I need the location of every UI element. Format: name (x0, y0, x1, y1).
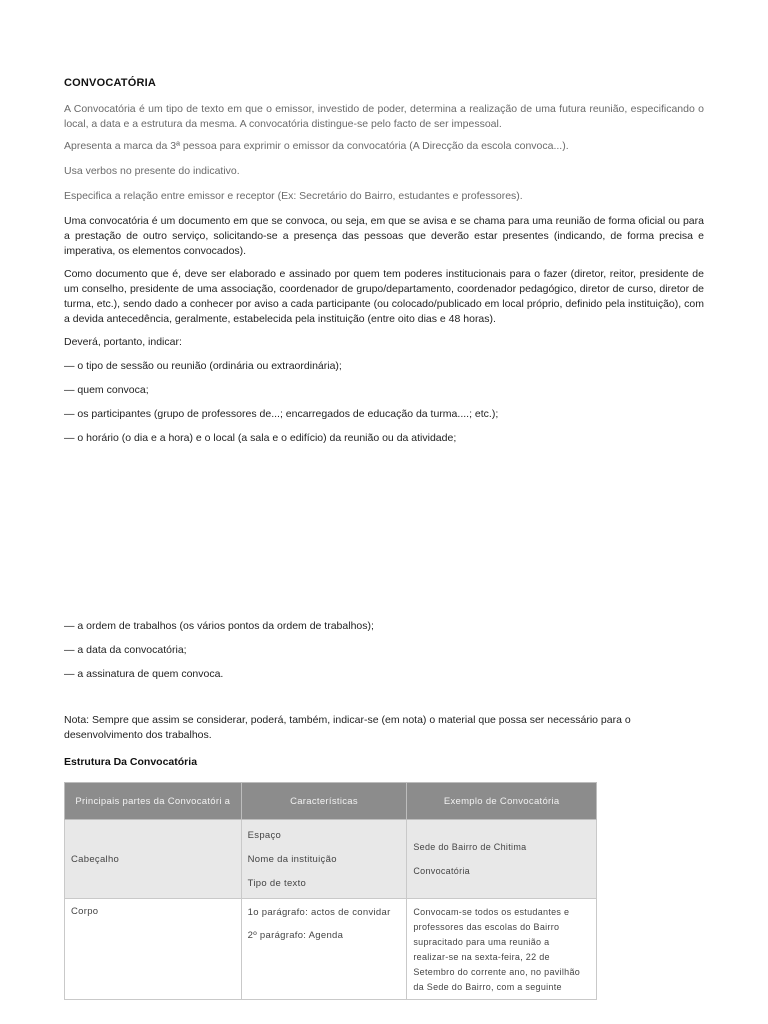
example-line: Convocam-se todos os estudantes e (413, 907, 570, 917)
list-item: — a assinatura de quem convoca. (64, 668, 224, 680)
example-line: Setembro do corrente ano, no pavilhão (413, 967, 581, 977)
structure-table (64, 782, 597, 1000)
characteristic-item: 1o parágrafo: actos de convidar (247, 907, 391, 918)
table-header-row (65, 783, 597, 820)
list-item: — o tipo de sessão ou reunião (ordinária ou extraordinária); (64, 360, 342, 372)
characteristic-item: Nome da instituição (247, 854, 337, 865)
example-line: realizar-se na sexta-feira, 22 de (413, 952, 550, 962)
note-paragraph: Nota: Sempre que assim se considerar, poderá, também, indicar-se (em nota) o material que possa ser necessário para o desenvolvimento dos trabalhos. (64, 714, 631, 741)
table-header-parts: Principais partes da Convocatóri a (65, 783, 242, 820)
example-line: Convocatória (413, 866, 470, 876)
table-cell-example (407, 820, 597, 899)
body-paragraph-1: Uma convocatória é um documento em que se convoca, ou seja, em que se avisa e se chama para uma reunião de forma oficial ou para a prestação de outro serviço, solicitando-se a presença das pessoas que deverão estar presentes (indicando, de forma precisa e imperativa, os elementos convocados). (64, 215, 704, 257)
example-line: supracitado para uma reunião a (413, 937, 550, 947)
table-cell-characteristics (241, 899, 407, 1000)
example-line: professores das escolas do Bairro (413, 922, 560, 932)
table-cell-example (407, 899, 597, 1000)
characteristic-item: Espaço (247, 830, 282, 841)
intro-paragraph-3: Usa verbos no presente do indicativo. (64, 165, 240, 177)
table-cell-characteristics (241, 820, 407, 899)
table-header-example: Exemplo de Convocatória (407, 783, 597, 820)
intro-paragraph-1: A Convocatória é um tipo de texto em que o emissor, investido de poder, determina a realização de uma futura reunião, especificando o local, a data e a estrutura da mesma. A convocatória distingue-se pelo facto de ser impessoal. (64, 103, 704, 130)
list-item: — a data da convocatória; (64, 644, 187, 656)
table-row (65, 899, 597, 1000)
body-paragraph-3: Deverá, portanto, indicar: (64, 336, 182, 348)
characteristic-item: Tipo de texto (247, 878, 307, 889)
intro-paragraph-4: Especifica a relação entre emissor e receptor (Ex: Secretário do Bairro, estudantes e professores). (64, 190, 523, 202)
document-title: CONVOCATÓRIA (64, 77, 157, 89)
table-header-characteristics: Características (241, 783, 407, 820)
list-item: — a ordem de trabalhos (os vários pontos da ordem de trabalhos); (64, 620, 374, 632)
body-paragraph-2: Como documento que é, deve ser elaborado e assinado por quem tem poderes institucionais para o fazer (diretor, reitor, presidente de um conselho, presidente de uma associação, coordenador de grupo/departamento, coordenador pedagógico, diretor de curso, diretor de turma, etc.), sendo dado a conhecer por aviso a cada participante (ou colocado/publicado em local próprio, definido pela instituição), com a devida antecedência, geralmente, estabelecida pela instituição (entre oito dias e 48 horas). (64, 268, 704, 325)
example-line: Sede do Bairro de Chitima (413, 842, 527, 852)
list-item: — o horário (o dia e a hora) e o local (a sala e o edifício) da reunião ou da atividade; (64, 432, 457, 444)
intro-paragraph-2: Apresenta a marca da 3ª pessoa para exprimir o emissor da convocatória (A Direcção da escola convoca...). (64, 140, 569, 152)
list-item: — os participantes (grupo de professores de...; encarregados de educação da turma....; etc.); (64, 408, 499, 420)
section-heading: Estrutura Da Convocatória (64, 756, 198, 768)
table-cell-part: Cabeçalho (65, 820, 242, 899)
table-cell-part: Corpo (65, 899, 242, 1000)
table-row (65, 820, 597, 899)
example-line: da Sede do Bairro, com a seguinte (413, 982, 562, 992)
list-item: — quem convoca; (64, 384, 149, 396)
characteristic-item: 2º parágrafo: Agenda (247, 930, 344, 941)
